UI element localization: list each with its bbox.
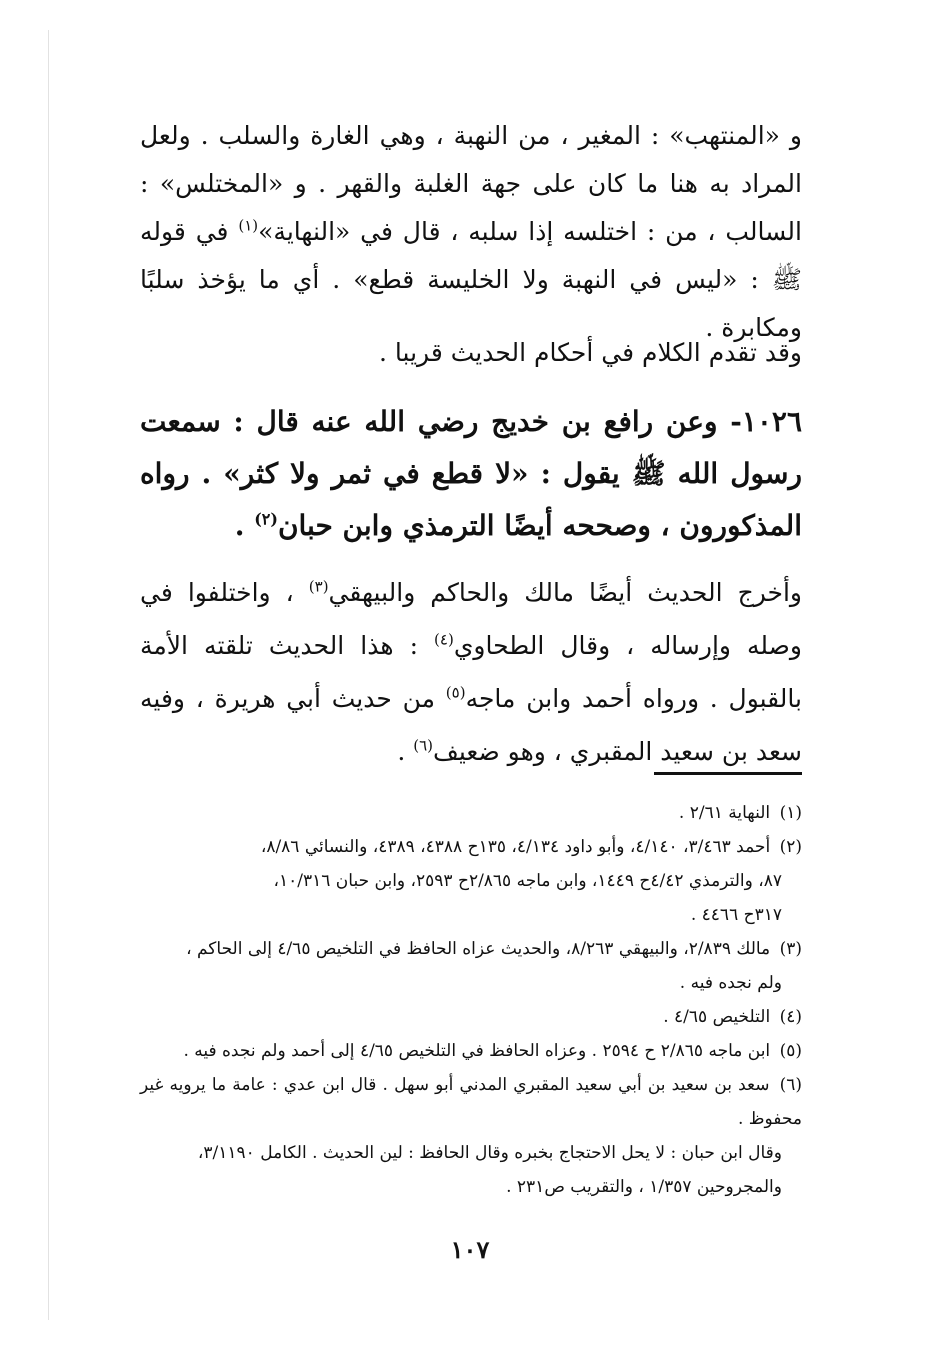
footnote-2-continuation-2	[140, 898, 802, 932]
footnote-2-line-1: أحمد ٣/٤٦٣، ٤/١٤٠، وأبو داود ٤/١٣٤، ١٣٥ح ٤٣٨٨، ٤٣٨٩، والنسائي ٨/٨٦،	[260, 837, 771, 857]
hadith-1026	[140, 396, 802, 552]
footnote-2-line-3: ٣١٧ح ٤٤٦٦ .	[690, 905, 782, 925]
footnote-3-continuation	[140, 966, 802, 1000]
footnote-3	[140, 932, 802, 966]
paragraph-3-text-c: : هذا الحديث تلقته الأمة بالقبول . ورواه أحمد وابن ماجه	[140, 631, 802, 713]
footnote-6-continuation-2	[140, 1170, 802, 1204]
page-number: ١٠٧	[450, 1235, 490, 1264]
footnote-6-line-3: والمجروحين ١/٣٥٧ ، والتقريب ص٢٣١ .	[506, 1177, 782, 1197]
footnote-2-line-2: ٨٧، والترمذي ٤/٤٢ح ١٤٤٩، وابن ماجه ٢/٨٦٥ح ٢٥٩٣، وابن حبان ١٠/٣١٦،	[273, 871, 782, 891]
paragraph-1	[140, 112, 802, 352]
footnote-3-number: (٣)	[779, 939, 802, 959]
footnote-1-number: (١)	[779, 803, 802, 823]
paragraph-3-text-e: .	[397, 737, 414, 766]
footnote-6-line-1: سعد بن سعيد بن أبي سعيد المقبري المدني أبو سهل . قال ابن عدي : عامة ما يرويه غير محفوظ .	[140, 1075, 802, 1129]
footnote-6	[140, 1068, 802, 1136]
footnote-ref-2: (٢)	[254, 509, 278, 529]
paragraph-3-text-d: من حديث أبي هريرة ، وفيه سعد بن سعيد المقبري ، وهو ضعيف	[140, 684, 802, 766]
footnote-2-number: (٢)	[779, 837, 802, 857]
paragraph-3-text-b: ، واختلفوا في وصله وإرساله ، وقال الطحاوي	[140, 578, 802, 660]
paragraph-3-text-a: وأخرج الحديث أيضًا مالك والحاكم والبيهقي	[328, 578, 803, 607]
footnote-ref-4: (٤)	[434, 630, 454, 649]
footnote-ref-1: (١)	[238, 216, 259, 235]
footnote-6-number: (٦)	[779, 1075, 803, 1095]
footnote-ref-3: (٣)	[308, 577, 329, 596]
footnote-divider	[654, 772, 802, 775]
footnote-3-line-2: ولم نجده فيه .	[679, 973, 782, 993]
footnote-ref-6: (٦)	[413, 736, 433, 755]
hadith-text-b: .	[234, 509, 255, 542]
footnote-4-number: (٤)	[779, 1007, 802, 1027]
paragraph-2	[140, 329, 802, 377]
footnote-2	[140, 830, 802, 864]
paragraph-3	[140, 566, 802, 778]
paragraph-1-text-a: و «المنتهب» : المغير ، من النهبة ، وهي الغارة والسلب . ولعل المراد به هنا ما كان على جهة الغلبة والقهر . و «المختلس» : السالب ، من : اختلسه إذا سلبه ، قال في «النهاية»	[140, 121, 802, 246]
footnote-4	[140, 1000, 802, 1034]
footnote-5-number: (٥)	[779, 1041, 802, 1061]
footnote-1	[140, 796, 802, 830]
footnotes	[140, 796, 802, 1204]
footnote-3-line-1: مالك ٢/٨٣٩، والبيهقي ٨/٢٦٣، والحديث عزاه الحافظ في التلخيص ٤/٦٥ إلى الحاكم ،	[186, 939, 771, 959]
footnote-1-line-1: النهاية ٢/٦١ .	[678, 803, 771, 823]
footnote-ref-5: (٥)	[445, 683, 466, 702]
hadith-text-a: ١٠٢٦- وعن رافع بن خديج رضي الله عنه قال : سمعت رسول الله ﷺ يقول : «لا قطع في ثمر ولا كثر» . رواه المذكورون ، وصححه أيضًا الترمذي وابن حبان	[140, 405, 802, 542]
paragraph-1-text-b: في قوله ﷺ : «ليس في النهبة ولا الخليسة قطع» . أي ما يؤخذ سلبًا ومكابرة .	[140, 217, 802, 342]
footnote-6-continuation-1	[140, 1136, 802, 1170]
footnote-5-line-1: ابن ماجه ٢/٨٦٥ ح ٢٥٩٤ . وعزاه الحافظ في التلخيص ٤/٦٥ إلى أحمد ولم نجده فيه .	[183, 1041, 771, 1061]
margin-line	[48, 30, 49, 1320]
footnote-2-continuation-1	[140, 864, 802, 898]
footnote-5	[140, 1034, 802, 1068]
footnote-4-line-1: التلخيص ٤/٦٥ .	[663, 1007, 771, 1027]
paragraph-2-text: وقد تقدم الكلام في أحكام الحديث قريبا .	[379, 338, 802, 367]
footnote-6-line-2: وقال ابن حبان : لا يحل الاحتجاج بخبره وقال الحافظ : لين الحديث . الكامل ٣/١١٩٠،	[197, 1143, 782, 1163]
